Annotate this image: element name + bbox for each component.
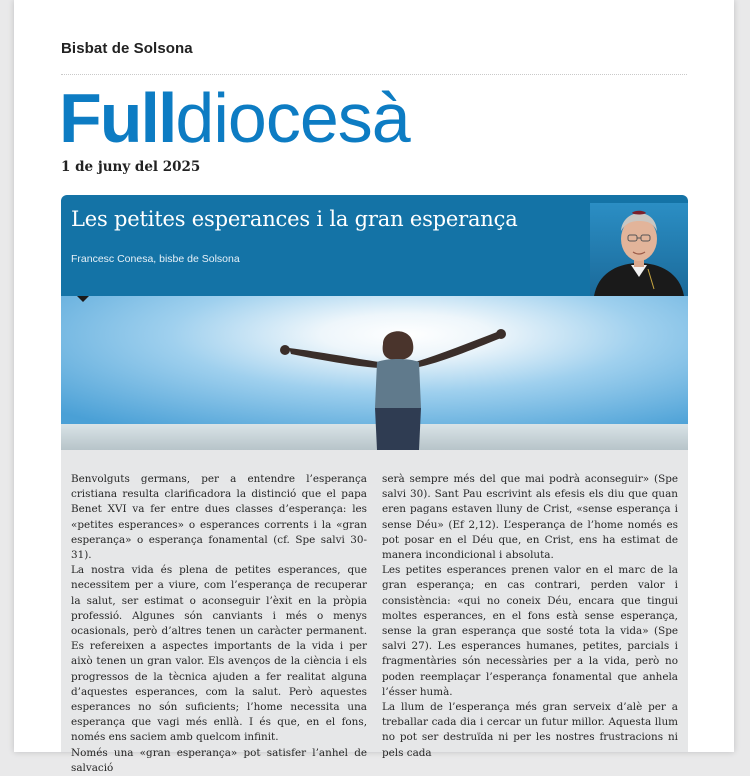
article-column-left (71, 472, 367, 776)
masthead-logo (59, 76, 410, 160)
paragraph: Només una «gran esperança» pot satisfer l’anhel de salvació (71, 746, 367, 774)
bulletin-page (14, 0, 734, 774)
diocese-name: Bisbat de Solsona (61, 40, 193, 57)
article-column-right (382, 472, 678, 761)
paragraph: Les petites esperances prenen valor en el marc de la gran esperança; en cas contrari, perden valor i consistència: «qui no coneix Déu, encara que tingui moltes esperances, en el fons està sense esperança, sense la gran esperança que sosté tota la vida» (Spe salvi 27). Les esperances humanes, petites, parcials i fragmentàries són necessàries per a la vida, però no poden reemplaçar l’esperança fonamental que anhela l’ésser humà. (382, 564, 678, 698)
masthead-bold: Full (59, 79, 176, 157)
banner-pointer (77, 296, 89, 302)
article-banner (61, 195, 688, 296)
paragraph: La nostra vida és plena de petites esperances, que necessitem per a viure, com l’esperança de recuperar la salut, ser estimat o aconseguir l’èxit en la pròpia professió. Algunes són canviants i més o menys ocasionals, però d’altres tenen un caràcter permanent. Es refereixen a aspectes importants de la vida i per això tenen un gran valor. Els avenços de la ciència i els progressos de la tècnica ajuden a fer realitat alguna d’aquestes esperances, com la salut. Però aquestes esperances no són suficients; l’home necessita una esperança que vagi més enllà. I és que, en el fons, només ens saciem amb quelcom infinit. (71, 564, 367, 744)
bishop-portrait (590, 203, 688, 296)
header-divider (61, 74, 687, 75)
paragraph: serà sempre més del que mai podrà aconseguir» (Spe salvi 30). Sant Pau escrivint als efesis els diu que quan eren pagans estaven lluny de Crist, «sense esperança i sense Déu» (Ef 2,12). L’esperança de l’home només es pot posar en el Déu que, en Crist, ens ha estimat de manera incondicional i absoluta. (382, 473, 678, 562)
issue-date: 1 de juny del 2025 (61, 159, 201, 175)
masthead-light: diocesà (175, 79, 410, 157)
article-author: Francesc Conesa, bisbe de Solsona (71, 253, 240, 265)
hero-photo (61, 296, 688, 450)
article-body (61, 450, 688, 774)
paragraph: Benvolguts germans, per a entendre l’esperança cristiana resulta clarificadora la distinció que el papa Benet XVI va fer entre dues classes d’esperança: les «petites esperances» o esperances corrents i la «gran esperança» o esperança fonamental (cf. Spe salvi 30-31). (71, 473, 367, 562)
paragraph: La llum de l’esperança més gran serveix d’alè per a treballar cada dia i cercar un futur millor. Aquesta llum no pot ser destruïda ni per les nostres frustracions ni pels cada (382, 701, 678, 759)
article-title: Les petites esperances i la gran esperança (71, 207, 518, 231)
